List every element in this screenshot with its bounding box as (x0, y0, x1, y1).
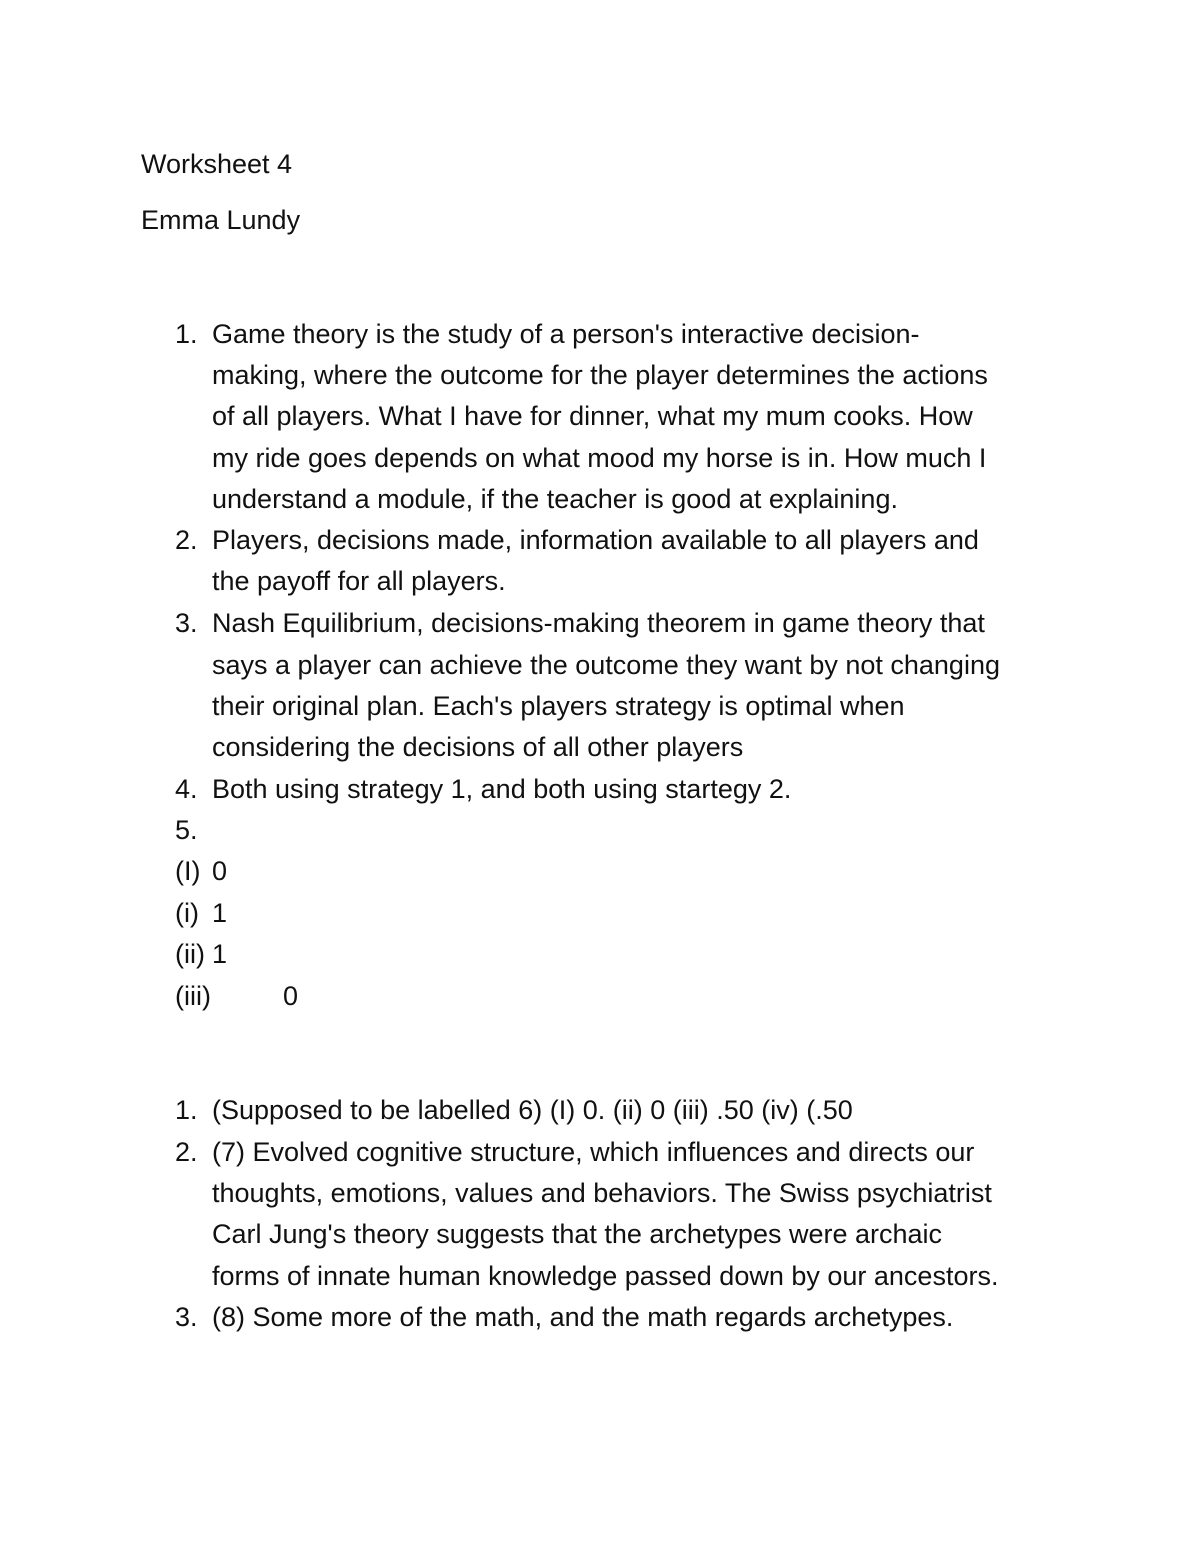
subitem-value: 1 (212, 939, 228, 969)
worksheet-title: Worksheet 4 (141, 149, 293, 179)
list-number: 3. (175, 608, 198, 638)
list-number: 5. (175, 815, 198, 845)
list-number: 3. (175, 1302, 198, 1332)
list-text-line: thoughts, emotions, values and behaviors. The Swiss psychiatrist (212, 1178, 992, 1208)
subitem-label: (ii) (175, 939, 205, 969)
list-text-line: of all players. What I have for dinner, what my mum cooks. How (212, 401, 973, 431)
list-text-line: Players, decisions made, information available to all players and (212, 525, 979, 555)
list-number: 2. (175, 1137, 198, 1167)
list-text-line: making, where the outcome for the player determines the actions (212, 360, 988, 390)
list-text-line: Nash Equilibrium, decisions-making theorem in game theory that (212, 608, 985, 638)
list-text-line: (7) Evolved cognitive structure, which influences and directs our (212, 1137, 975, 1167)
list-text-line: (8) Some more of the math, and the math regards archetypes. (212, 1302, 954, 1332)
subitem-value: 0 (283, 981, 299, 1011)
list-number: 1. (175, 319, 198, 349)
list-text-line: says a player can achieve the outcome they want by not changing (212, 650, 1000, 680)
subitem-label: (iii) (175, 981, 211, 1011)
list-text-line: Game theory is the study of a person's interactive decision- (212, 319, 920, 349)
list-text-line: considering the decisions of all other players (212, 732, 744, 762)
subitem-value: 0 (212, 856, 228, 886)
subitem-label: (i) (175, 898, 199, 928)
list-text-line: forms of innate human knowledge passed down by our ancestors. (212, 1261, 999, 1291)
list-number: 2. (175, 525, 198, 555)
author-name: Emma Lundy (141, 205, 301, 235)
subitem-value: 1 (212, 898, 228, 928)
list-text-line: Carl Jung's theory suggests that the archetypes were archaic (212, 1219, 943, 1249)
list-number: 4. (175, 774, 198, 804)
list-number: 1. (175, 1095, 198, 1125)
list-text-line: understand a module, if the teacher is good at explaining. (212, 484, 898, 514)
list-text-line: (Supposed to be labelled 6) (I) 0. (ii) 0 (iii) .50 (iv) (.50 (212, 1095, 853, 1125)
list-text-line: their original plan. Each's players strategy is optimal when (212, 691, 905, 721)
subitem-label: (I) (175, 856, 201, 886)
list-text-line: Both using strategy 1, and both using startegy 2. (212, 774, 792, 804)
list-text-line: my ride goes depends on what mood my horse is in. How much I (212, 443, 987, 473)
list-text-line: the payoff for all players. (212, 566, 506, 596)
